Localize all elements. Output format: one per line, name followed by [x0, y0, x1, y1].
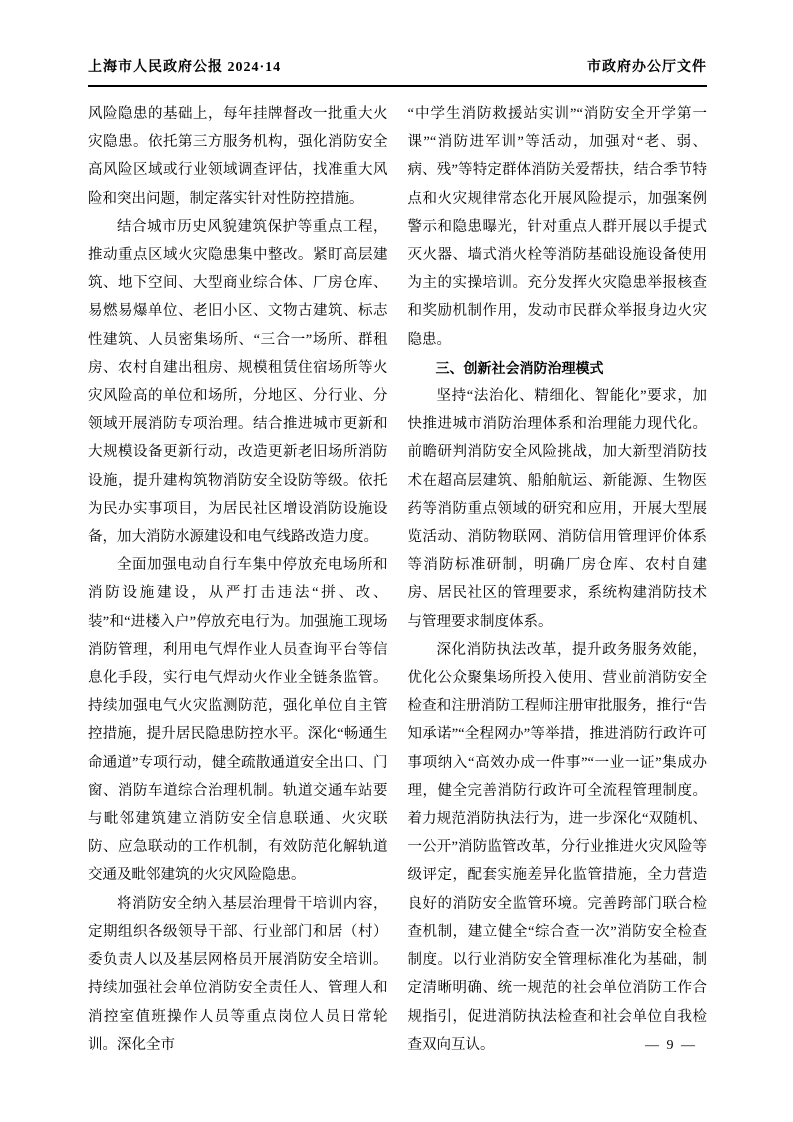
paragraph: 将消防安全纳入基层治理骨干培训内容，定期组织各级领导干部、行业部门和居（村）委负责人以及基层网格员开展消防安全培训。持续加强社会单位消防安全责任人、管理人和消控室值班操作人员等重点岗位人员日常轮训。深化全市	[88, 895, 388, 1053]
paragraph-continuation: “中学生消防救援站实训”“消防安全开学第一课”“消防进军训”等活动，加强对“老、弱、病、残”等特定群体消防关爱帮扶，结合季节特点和火灾规律常态化开展风险提示，加强案例警示和隐患曝光，针对重点人群开展以手提式灭火器、墙式消火栓等消防基础设施设备使用为主的实操培训。充分发挥火灾隐患举报核查和奖励机制作用，发动市民群众举报身边火灾隐患。	[407, 106, 707, 348]
left-column	[88, 100, 388, 1059]
paragraph: 坚持“法治化、精细化、智能化”要求，加快推进城市消防治理体系和治理能力现代化。前瞻研判消防安全风险挑战，加大新型消防技术在超高层建筑、船舶航运、新能源、生物医药等消防重点领域的研究和应用，开展大型展览活动、消防物联网、消防信用管理评价体系等消防标准研制，明确厂房仓库、农村自建房、居民社区的管理要求，系统构建消防技术与管理要求制度体系。	[407, 388, 707, 630]
content-columns	[88, 100, 707, 1059]
page-header	[88, 56, 707, 87]
right-column	[408, 100, 708, 1059]
paragraph: 深化消防执法改革，提升政务服务效能，优化公众聚集场所投入使用、营业前消防安全检查和注册消防工程师注册审批服务，推行“告知承诺”“全程网办”等举措，推进消防行政许可事项纳入“高效办成一件事”“一业一证”集成办理，健全完善消防行政许可全流程管理制度。着力规范消防执法行为，进一步深化“双随机、一公开”消防监管改革，分行业推进火灾风险等级评定，配套实施差异化监管措施，全力营造良好的消防安全监管环境。完善跨部门联合检查机制，建立健全“综合查一次”消防安全检查制度。以行业消防安全管理标准化为基础，制定清晰明确、统一规范的社会单位消防工作合规指引，促进消防执法检查和社会单位自我检查双向互认。	[407, 641, 707, 1053]
page-number: — 9 —	[645, 1038, 697, 1053]
paragraph: 结合城市历史风貌建筑保护等重点工程，推动重点区域火灾隐患集中整改。紧盯高层建筑、地下空间、大型商业综合体、厂房仓库、易燃易爆单位、老旧小区、文物古建筑、标志性建筑、人员密集场所、“三合一”场所、群租房、农村自建出租房、规模租赁住宿场所等火灾风险高的单位和场所，分地区、分行业、分领域开展消防专项治理。结合推进城市更新和大规模设备更新行动，改造更新老旧场所消防设施，提升建构筑物消防安全设防等级。依托为民办实事项目，为居民社区增设消防设施设备，加大消防水源建设和电气线路改造力度。	[88, 218, 388, 546]
paragraph-continuation: 风险隐患的基础上，每年挂牌督改一批重大火灾隐患。依托第三方服务机构，强化消防安全高风险区域或行业领域调查评估，找准重大风险和突出问题，制定落实针对性防控措施。	[88, 106, 388, 207]
paragraph: 全面加强电动自行车集中停放充电场所和消防设施建设，从严打击违法“拼、改、装”和“进楼入户”停放充电行为。加强施工现场消防管理，利用电气焊作业人员查询平台等信息化手段，实行电气焊动火作业全链条监管。持续加强电气火灾监测防范，强化单位自主管控措施，提升居民隐患防控水平。深化“畅通生命通道”专项行动，健全疏散通道安全出口、门窗、消防车道综合治理机制。轨道交通车站要与毗邻建筑建立消防安全信息联通、火灾联防、应急联动的工作机制，有效防范化解轨道交通及毗邻建筑的火灾风险隐患。	[88, 557, 388, 884]
header-gazette-title: 上海市人民政府公报 2024·14	[88, 60, 282, 75]
section-heading: 三、创新社会消防治理模式	[435, 359, 604, 376]
header-document-category: 市政府办公厅文件	[587, 60, 707, 75]
